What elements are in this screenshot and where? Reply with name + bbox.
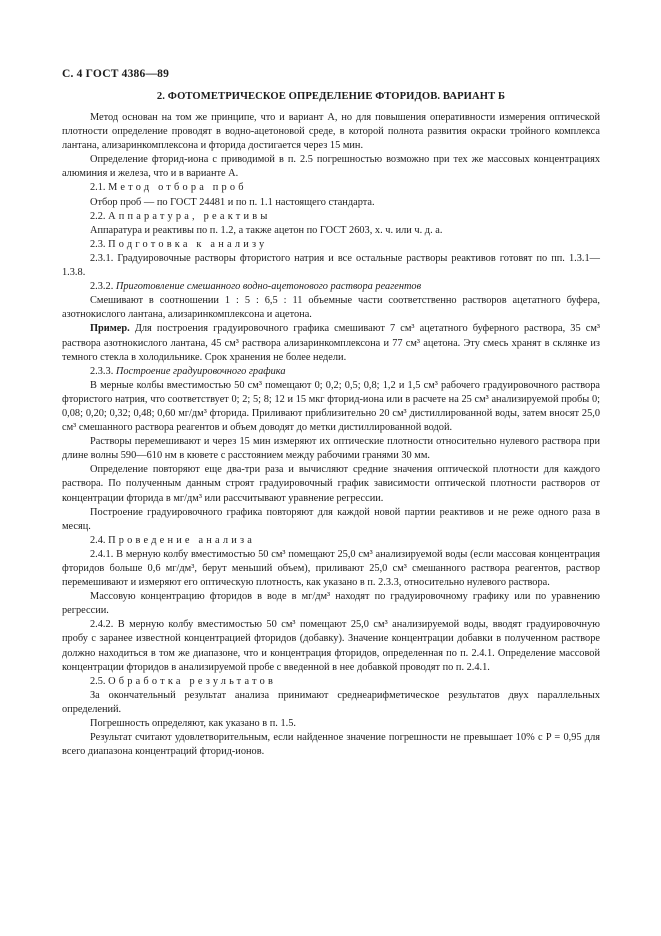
paragraph-2-4-1-b: Массовую концентрацию фторидов в воде в мг/дм³ находят по градуировочному графику или по уравнению регрессии. xyxy=(62,591,600,617)
paragraph-2-3-3-c: Определение повторяют еще два-три раза и вычисляют средние значения оптической плотности для каждого раствора. По полученным данным строят градуировочный график зависимости оптической плотности растворов от концентрации фторида в мг/дм³ или рассчитывают уравнение регрессии. xyxy=(62,464,600,504)
paragraph-2-3-3-a: В мерные колбы вместимостью 50 см³ помещают 0; 0,2; 0,5; 0,8; 1,2 и 1,5 см³ рабочего градуировочного раствора фтористого натрия, что соответствует 0; 2; 5; 8; 12 и 15 мкг фторид-иона или в расчете на 25 см³ анализируемой пробы 0; 0,08; 0,20; 0,32; 0,48; 0,60 мг/дм³ фторида. Приливают приблизительно 20 см³ дистиллированной воды, затем вносят 25,0 см³ смешанного раствора реагентов и объем доводят до метки дистиллированной водой. xyxy=(62,379,600,434)
subsection-2-2-heading xyxy=(62,210,600,224)
paragraph-2-4-2: 2.4.2. В мерную колбу вместимостью 50 см³ помещают 25,0 см³ анализируемой воды, вводят градуировочную пробу с заранее известной концентрацией фторидов (добавку). Значение концентрации добавки в полученном растворе должно находиться в том же диапазоне, что и концентрация фторидов, определенная по п. 2.4.1. Определение массовой концентрации фторидов в анализируемой пробе с введенной в нее добавкой проводят по п. 2.4.1. xyxy=(62,619,600,673)
section-title: 2. ФОТОМЕТРИЧЕСКОЕ ОПРЕДЕЛЕНИЕ ФТОРИДОВ. ВАРИАНТ Б xyxy=(156,91,506,102)
document-body xyxy=(62,111,600,759)
paragraph-2-4-1: 2.4.1. В мерную колбу вместимостью 50 см³ помещают 25,0 см³ анализируемой воды (если массовая концентрация фторидов больше 0,6 мг/дм³, берут меньший объем), приливают 25,0 см³ смешанного раствора реагентов, раствор перемешивают и измеряют его оптическую плотность, как указано в п. 2.3.3, относительно нулевого раствора. xyxy=(62,548,600,589)
paragraph-2-3-1: 2.3.1. Градуировочные растворы фтористого натрия и все остальные растворы реактивов готовят по пп. 1.3.1—1.3.8. xyxy=(62,252,600,279)
subsection-title: Аппаратура, реактивы xyxy=(108,210,271,222)
subsection-title: Обработка результатов xyxy=(108,675,277,687)
paragraph-2-5-c: Результат считают удовлетворительным, если найденное значение погрешности не превышает 10% с P = 0,95 для всего диапазона концентраций фторид-ионов. xyxy=(62,732,600,758)
example-label: Пример. xyxy=(90,323,130,335)
subsection-number: 2.2. xyxy=(90,210,106,222)
subsection-title: Построение градуировочного графика xyxy=(115,365,286,377)
paragraph-intro: Метод основан на том же принципе, что и вариант А, но для повышения оперативности измерения оптической плотности определение проводят в водно-ацетоновой среде, в которой полнота развития окраски тройного комплекса лантана, ализаринкомплексона и фторида достигается через 15 мин. xyxy=(62,112,600,152)
example-text: Для построения градуировочного графика смешивают 7 см³ ацетатного буферного раствора, 35 см³ раствора азотнокислого лантана, 45 см³ раствора ализаринкомплексона и 77 см³ ацетона. Эту смесь хранят в склянке из темного стекла в холодильнике. Срок хранения не более недели. xyxy=(62,323,600,363)
subsection-2-4-heading xyxy=(62,534,600,548)
subsection-2-3-3-heading xyxy=(62,365,600,379)
paragraph-2-3-3-d: Построение градуировочного графика повторяют для каждой новой партии реактивов и не реже одного раза в месяц. xyxy=(62,506,600,532)
paragraph-2-2: Аппаратура и реактивы по п. 1.2, а также ацетон по ГОСТ 2603, х. ч. или ч. д. а. xyxy=(90,224,443,236)
subsection-2-3-heading xyxy=(62,238,600,252)
subsection-number: 2.3.3. xyxy=(90,365,114,377)
paragraph-example xyxy=(62,322,600,364)
paragraph-2-3-2: Смешивают в соотношении 1 : 5 : 6,5 : 11 объемные части соответственно растворов ацетатного буфера, азотнокислого лантана, ализаринкомплексона и ацетона. xyxy=(62,295,600,321)
paragraph-accuracy: Определение фторид-иона с приводимой в п. 2.5 погрешностью возможно при тех же массовых концентрациях алюминия и железа, что и в варианте А. xyxy=(62,154,600,180)
subsection-number: 2.3. xyxy=(90,238,106,250)
subsection-number: 2.4. xyxy=(90,534,106,546)
subsection-title: Метод отбора проб xyxy=(108,182,247,194)
paragraph-2-3-3-b: Растворы перемешивают и через 15 мин измеряют их оптические плотности относительно нулевого раствора при длине волны 590—610 нм в кювете с расстоянием между рабочими гранями 30 мм. xyxy=(62,436,600,462)
subsection-number: 2.1. xyxy=(90,182,106,194)
subsection-number: 2.3.2. xyxy=(90,281,114,293)
subsection-2-5-heading xyxy=(62,675,600,689)
subsection-2-3-2-heading xyxy=(62,280,600,294)
subsection-title: Приготовление смешанного водно-ацетонового раствора реагентов xyxy=(115,281,422,293)
subsection-title: Подготовка к анализу xyxy=(108,238,268,250)
paragraph-2-1: Отбор проб — по ГОСТ 24481 и по п. 1.1 настоящего стандарта. xyxy=(90,196,375,208)
subsection-title: Проведение анализа xyxy=(108,534,256,546)
paragraph-2-5-b: Погрешность определяют, как указано в п. 1.5. xyxy=(90,718,296,730)
paragraph-2-5-a: За окончательный результат анализа принимают среднеарифметическое результатов двух параллельных определений. xyxy=(62,689,600,715)
subsection-2-1-heading xyxy=(62,181,600,195)
page-header: С. 4 ГОСТ 4386—89 xyxy=(62,68,170,80)
subsection-number: 2.5. xyxy=(90,675,106,687)
